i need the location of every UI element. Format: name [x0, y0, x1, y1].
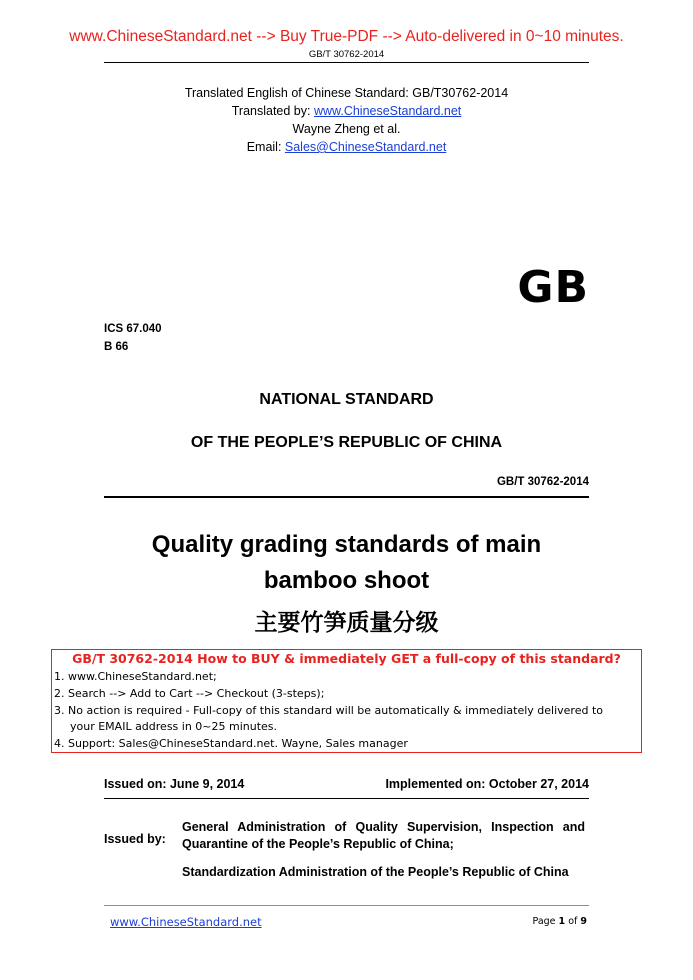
footer-website-link[interactable]: www.ChineseStandard.net	[110, 915, 262, 929]
translator-names: Wayne Zheng et al.	[292, 122, 401, 136]
purchase-box-title: GB/T 30762-2014 How to BUY & immediately GET a full-copy of this standard?	[72, 651, 621, 666]
translation-credit: Translated English of Chinese Standard: GB/T30762-2014	[184, 86, 509, 100]
issuer-sac: Standardization Administration of the People’s Republic of China	[182, 865, 569, 879]
purchase-info-box	[51, 649, 642, 753]
purchase-step-1[interactable]: 1. www.ChineseStandard.net;	[54, 670, 217, 683]
issued-on-date: Issued on: June 9, 2014	[104, 777, 245, 791]
translated-by-label: Translated by:	[231, 104, 314, 118]
implemented-on-date: Implemented on: October 27, 2014	[385, 777, 589, 791]
standard-divider	[104, 496, 589, 498]
document-title-chinese: 主要竹笋质量分级	[254, 610, 439, 636]
page-number	[533, 916, 587, 927]
top-banner-link[interactable]: www.ChineseStandard.net --> Buy True-PDF --> Auto-delivered in 0~10 minutes.	[69, 28, 624, 45]
document-title-line-2: bamboo shoot	[263, 567, 430, 594]
issued-by-label: Issued by:	[104, 832, 166, 846]
translator-website-link[interactable]: www.ChineseStandard.net	[313, 104, 462, 118]
header-standard-number: GB/T 30762-2014	[308, 49, 385, 60]
gb-mark: GB	[517, 262, 589, 313]
email-line	[0, 140, 693, 154]
national-standard-heading: NATIONAL STANDARD	[259, 391, 434, 408]
ccs-code: B 66	[104, 341, 129, 353]
footer-divider	[104, 905, 589, 906]
standard-number: GB/T 30762-2014	[496, 476, 589, 488]
email-label: Email:	[246, 140, 285, 154]
page-of-label: of	[565, 916, 581, 927]
document-title-line-1: Quality grading standards of main	[151, 531, 542, 558]
page-total: 9	[580, 916, 587, 927]
ics-code: ICS 67.040	[104, 323, 162, 335]
page-current: 1	[558, 916, 566, 927]
issuer-aqsiq: General Administration of Quality Supervision, Inspection and Quarantine of the People’s Republic of China;	[182, 820, 585, 851]
page-label: Page	[532, 916, 559, 927]
purchase-step-3-continued: your EMAIL address in 0~25 minutes.	[70, 720, 278, 733]
purchase-step-2: 2. Search --> Add to Cart --> Checkout (3-steps);	[54, 687, 325, 700]
country-heading: OF THE PEOPLE’S REPUBLIC OF CHINA	[190, 434, 503, 451]
header-divider	[104, 62, 589, 63]
purchase-step-3: 3. No action is required - Full-copy of this standard will be automatically & immediately delivered to	[54, 704, 603, 717]
translated-by-line	[0, 104, 693, 118]
purchase-step-4: 4. Support: Sales@ChineseStandard.net. Wayne, Sales manager	[54, 737, 408, 750]
dates-divider	[104, 798, 589, 799]
email-link[interactable]: Sales@ChineseStandard.net	[284, 140, 447, 154]
